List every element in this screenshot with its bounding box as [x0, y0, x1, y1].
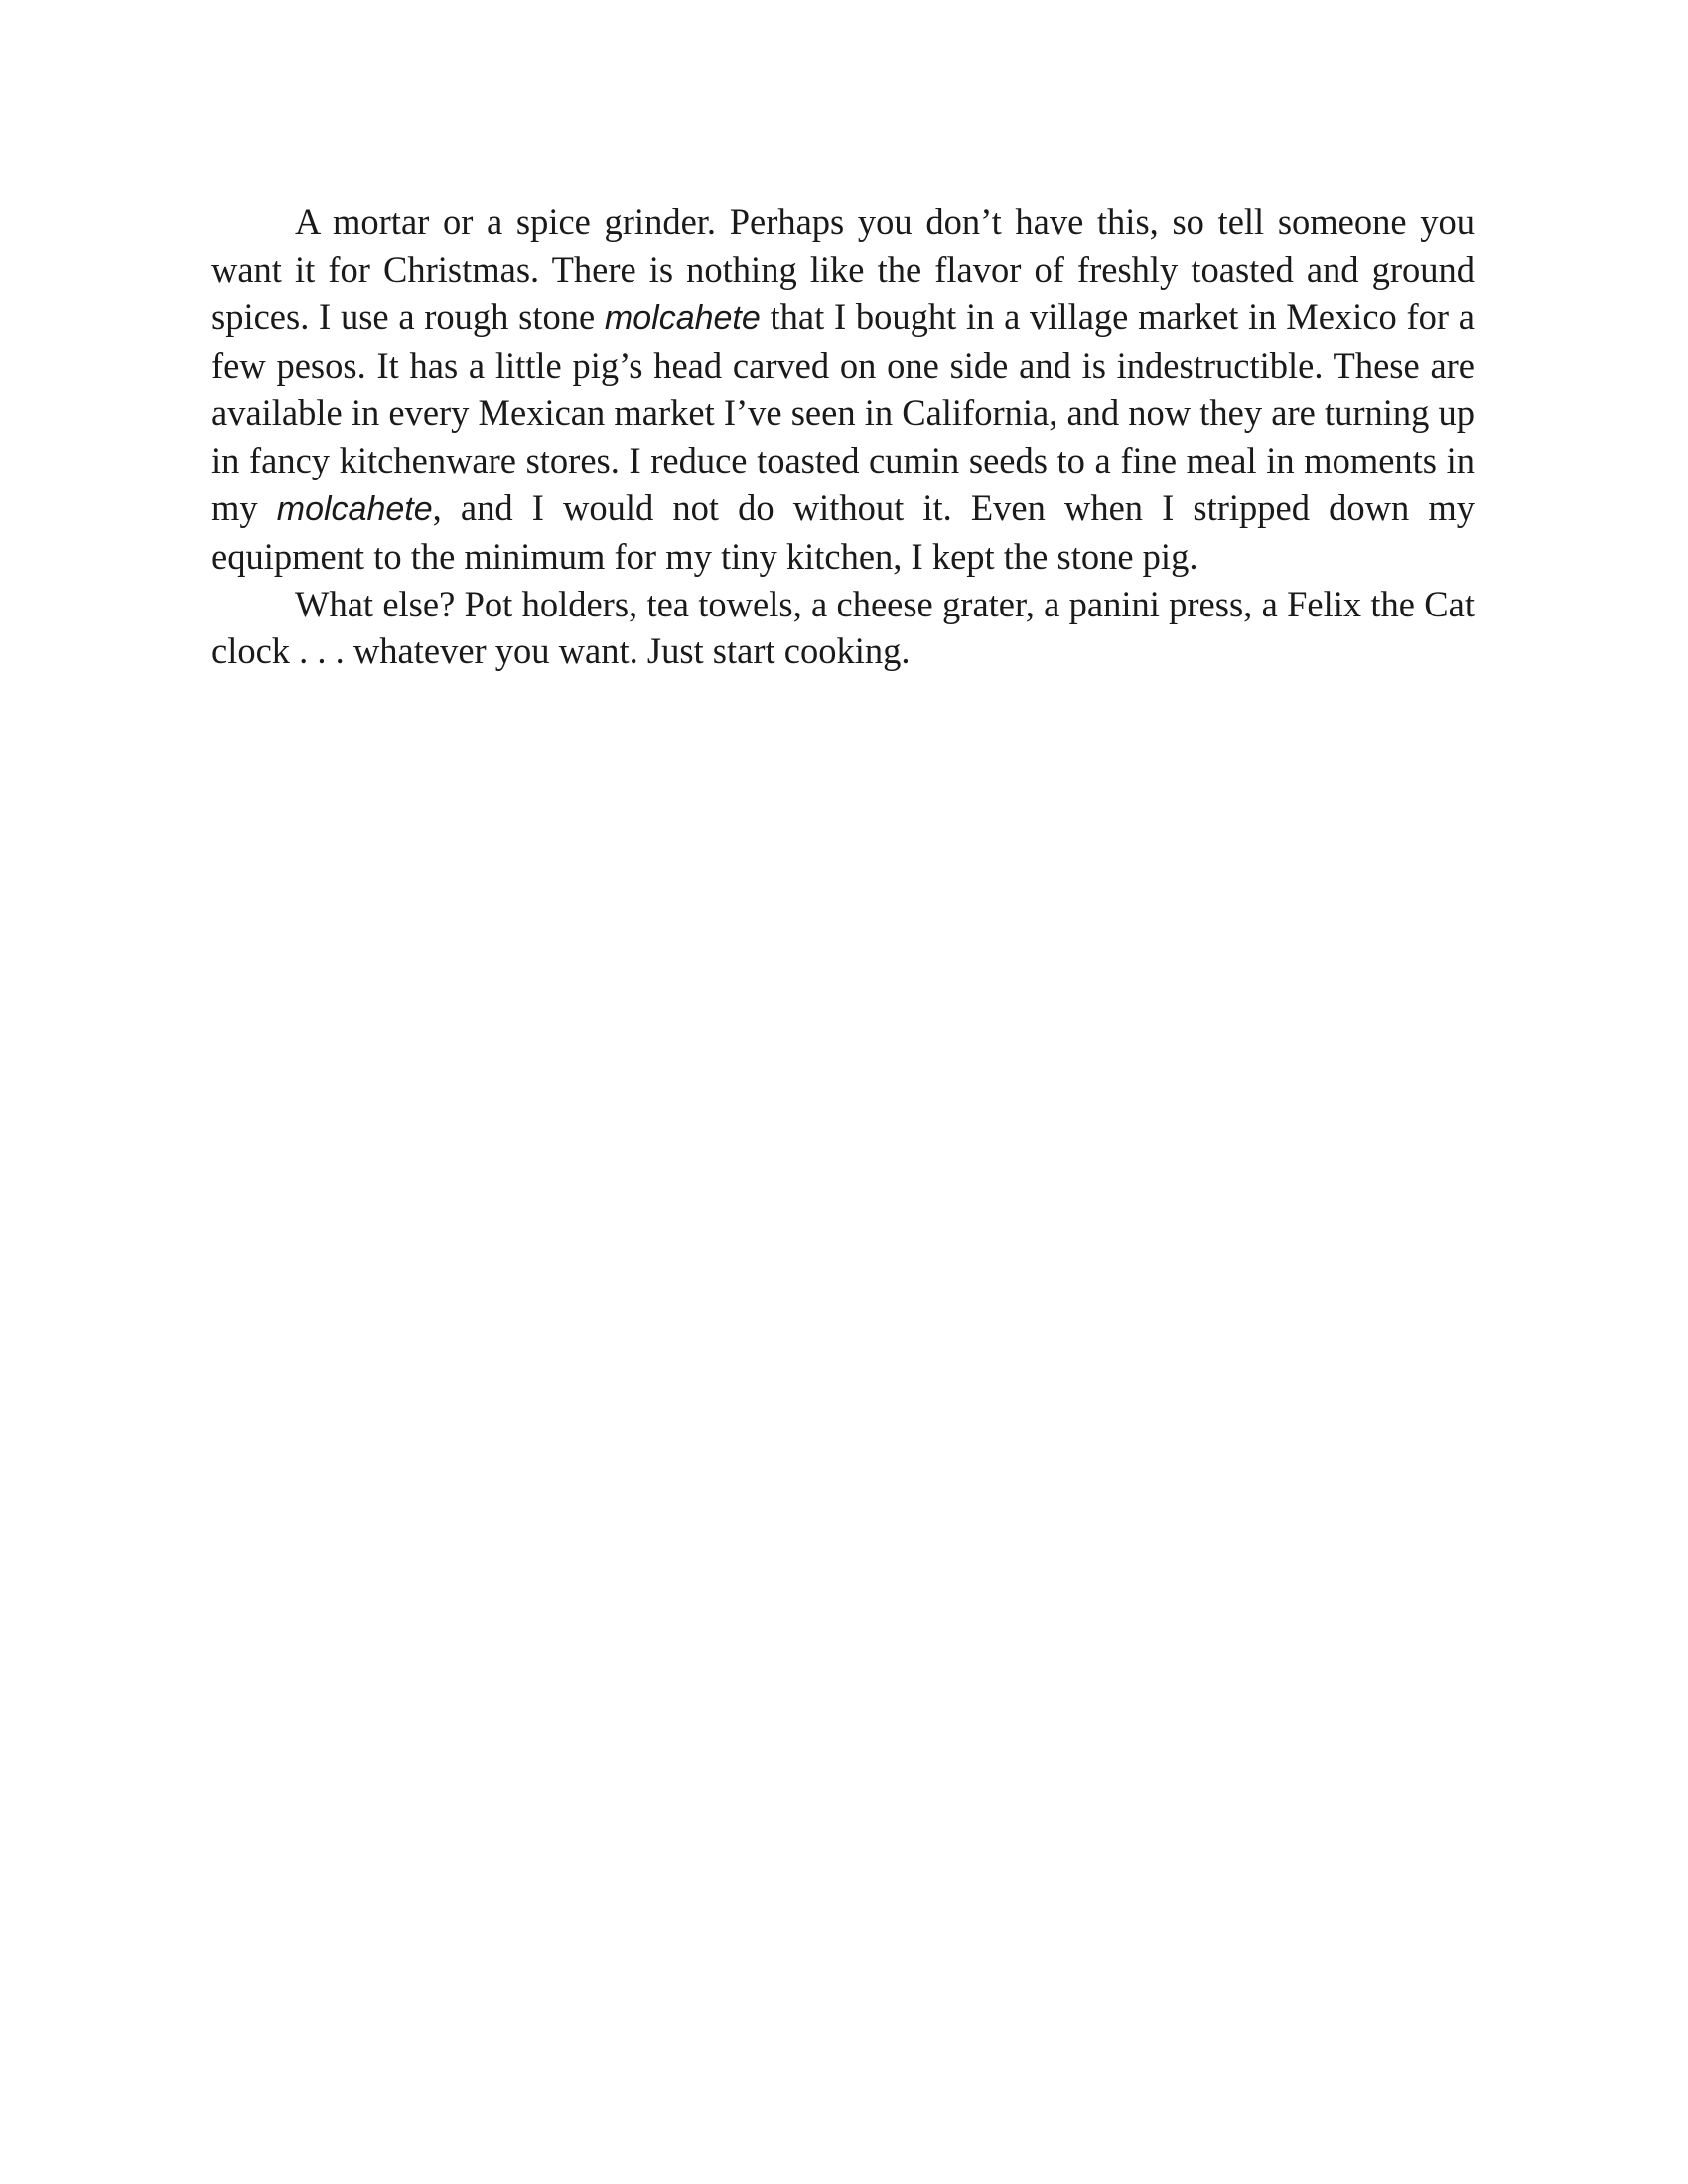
text-segment: What else? Pot holders, tea towels, a cheese grater, a panini press, a Felix the Cat clock . . . whatever you want. Just start cooking. — [211, 583, 1475, 672]
italic-term-molcahete: molcahete — [276, 489, 433, 528]
text-segment: that I bought in a village market in Mexico for a few pesos. It has a little pig’s head carved on one side and is indestructible. These are available in every Mexican market I’ve seen in California, and now they are turning up in fancy kitchenware stores. I reduce toasted cumin seeds to a fine meal in moments in my — [211, 296, 1475, 528]
body-text — [211, 199, 1475, 675]
paragraph-what-else — [211, 581, 1475, 675]
text-segment: A mortar or a spice grinder. Perhaps you don’t have this, so tell someone you want it for Christmas. There is nothing like the flavor of freshly toasted and ground spices. I use a rough stone — [211, 202, 1475, 338]
text-segment: , and I would not do without it. Even when I stripped down my equipment to the minimum for my tiny kitchen, I kept the stone pig. — [211, 486, 1475, 578]
italic-term-molcahete: molcahete — [604, 299, 761, 338]
paragraph-mortar — [211, 199, 1475, 581]
